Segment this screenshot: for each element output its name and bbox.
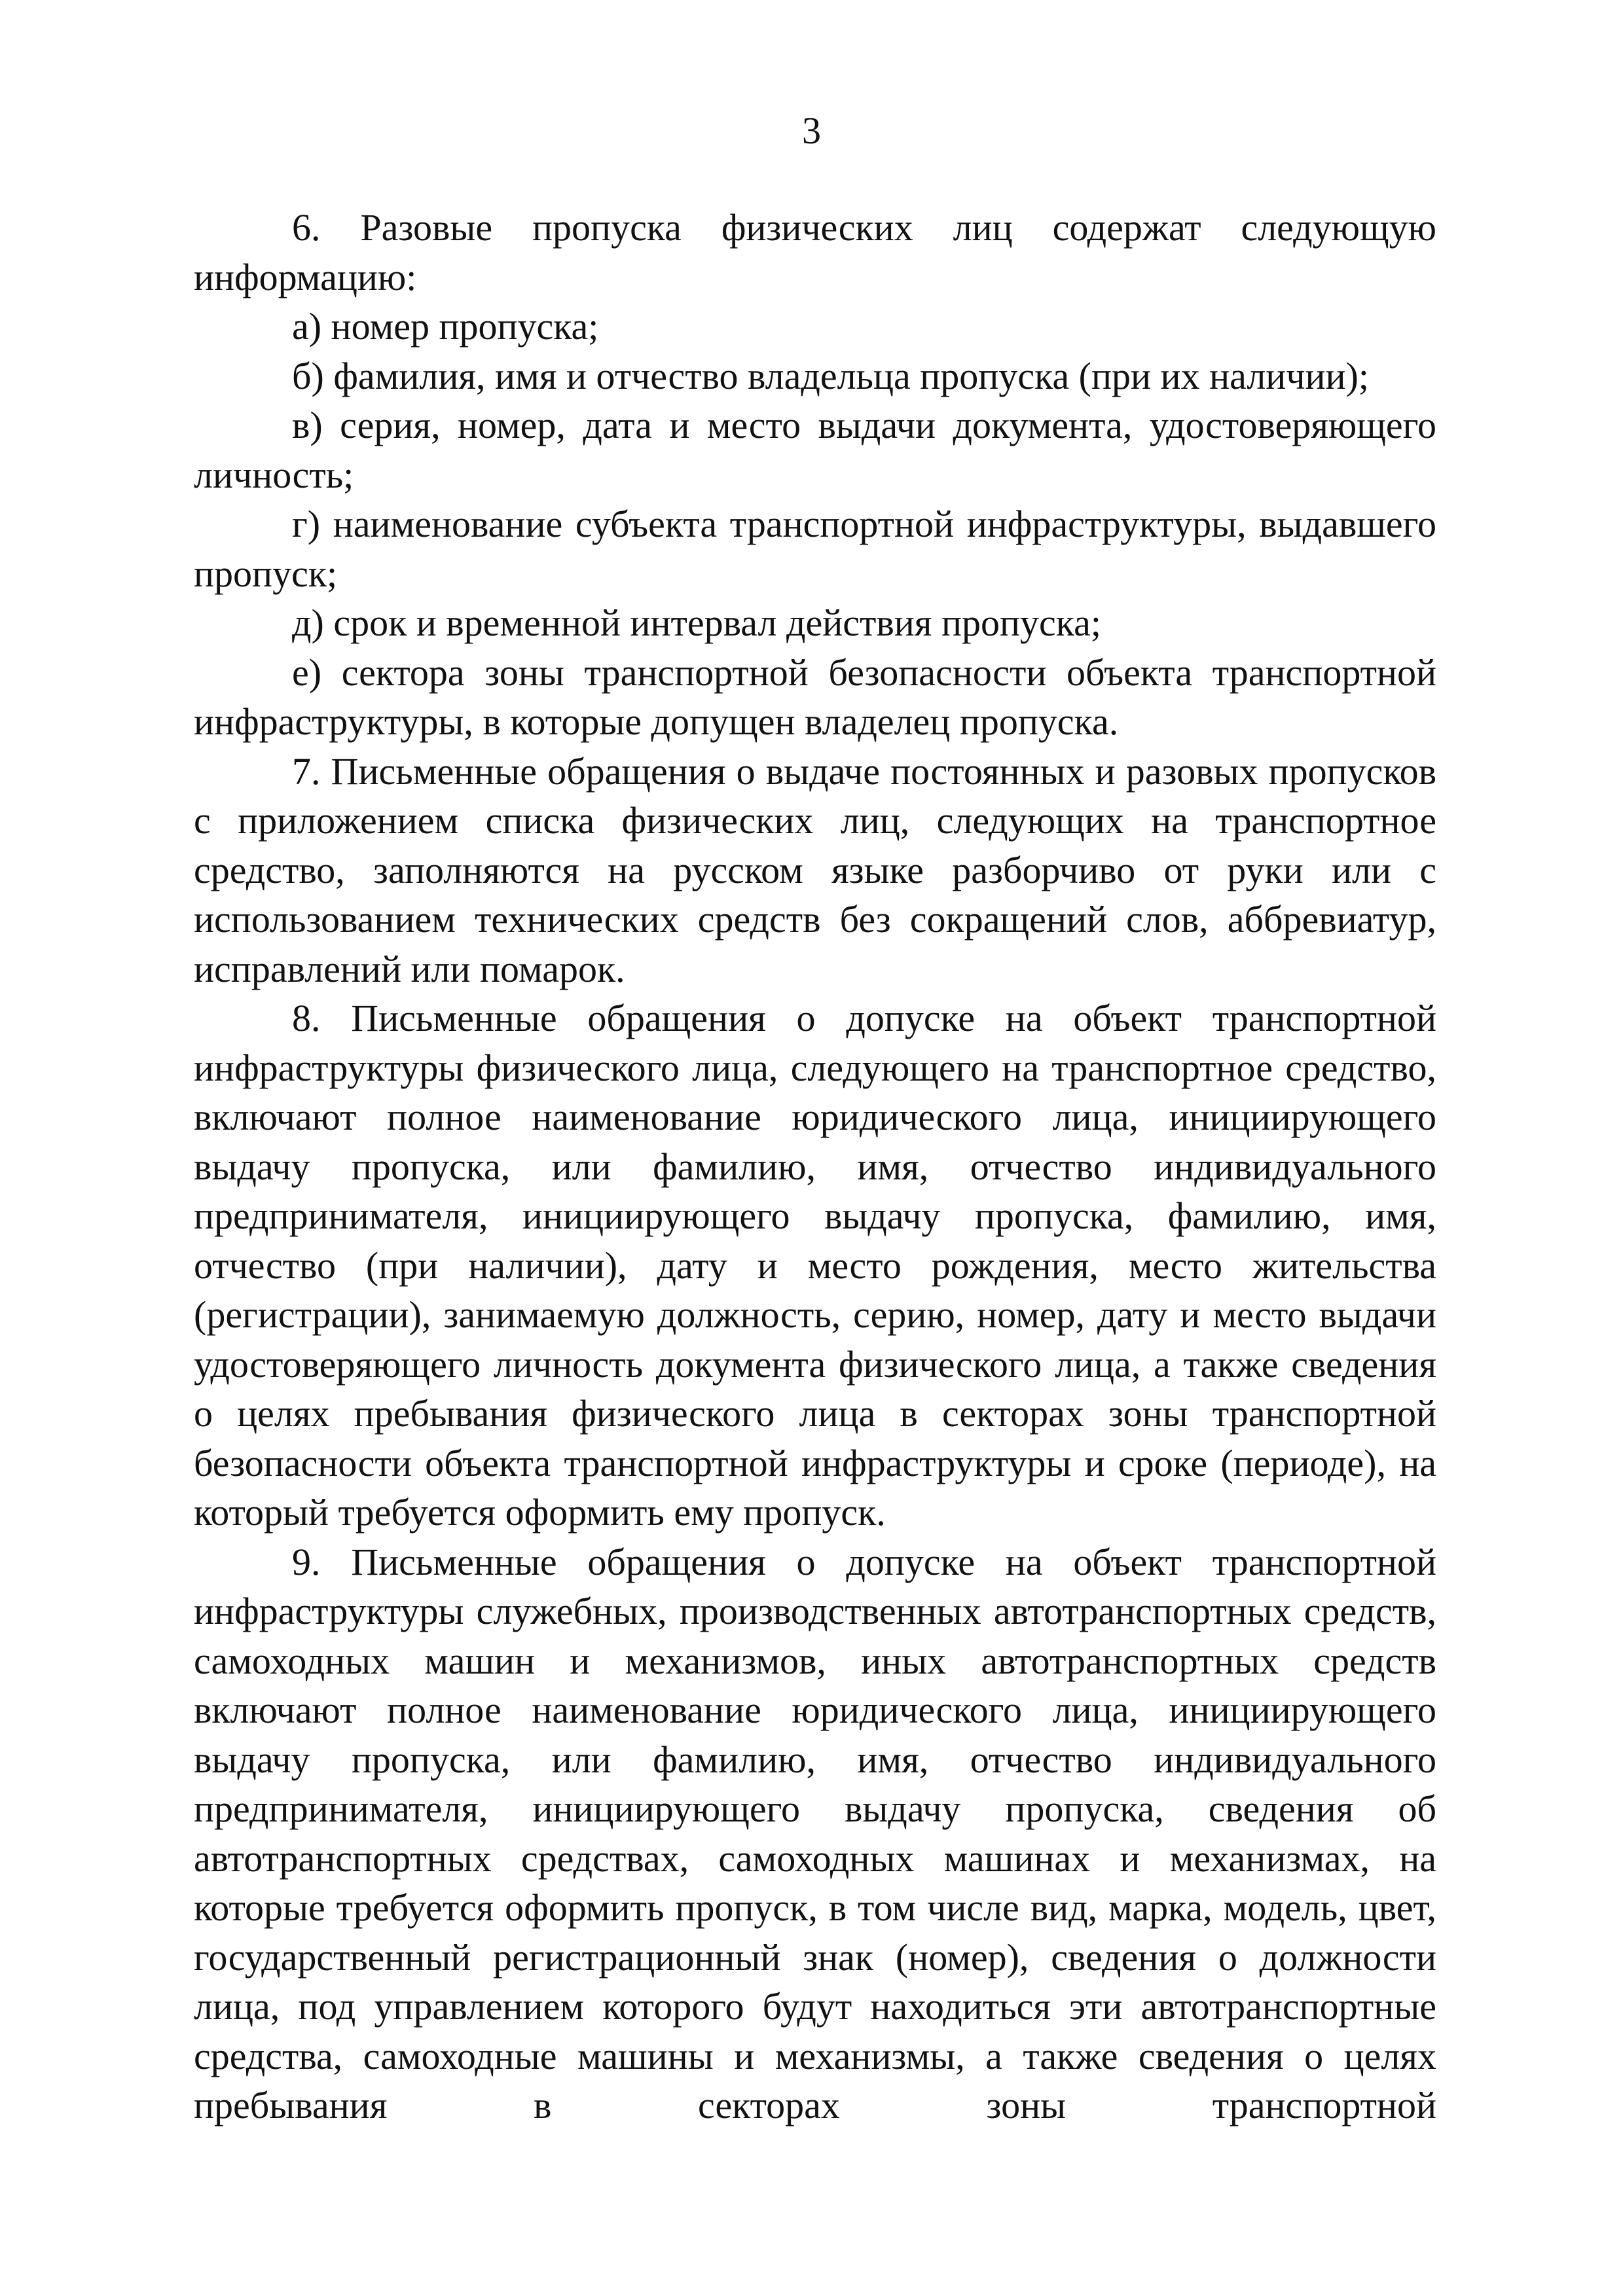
paragraph-6: 6. Разовые пропуска физических лиц содержат следующую информацию: [194, 206, 1436, 298]
list-item-e: е) сектора зоны транспортной безопасности объекта транспортной инфраструктуры, в которые допущен владелец пропуска. [194, 651, 1436, 743]
list-item-b: б) фамилия, имя и отчество владельца пропуска (при их наличии); [292, 354, 1370, 397]
list-item-g: г) наименование субъекта транспортной инфраструктуры, выдавшего пропуск; [194, 503, 1436, 595]
paragraph-8: 8. Письменные обращения о допуске на объект транспортной инфраструктуры физического лица, следующего на транспортное средство, включают полное наименование юридического лица, инициирующего выдачу пропуска, или фамилию, имя, отчество индивидуального предпринимателя, инициирующего выдачу пропуска, фамилию, имя, отчество (при наличии), дату и место рождения, место жительства (регистрации), занимаемую должность, серию, номер, дату и место выдачи удостоверяющего личность документа физического лица, а также сведения о целях пребывания физического лица в секторах зоны транспортной безопасности объекта транспортной инфраструктуры и сроке (периоде), на который требуется оформить ему пропуск. [194, 997, 1436, 1534]
list-item-d: д) срок и временной интервал действия пропуска; [292, 601, 1101, 644]
page-number: 3 [802, 109, 821, 152]
document-body [194, 203, 1436, 2130]
paragraph-7: 7. Письменные обращения о выдаче постоянных и разовых пропусков с приложением списка физических лиц, следующих на транспортное средство, заполняются на русском языке разборчиво от руки или с использованием технических средств без сокращений слов, аббревиатур, исправлений или помарок. [194, 749, 1436, 990]
paragraph-9: 9. Письменные обращения о допуске на объект транспортной инфраструктуры служебных, производственных автотранспортных средств, самоходных машин и механизмов, иных автотранспортных средств включают полное наименование юридического лица, инициирующего выдачу пропуска, или фамилию, имя, отчество индивидуального предпринимателя, инициирующего выдачу пропуска, сведения об автотранспортных средствах, самоходных машинах и механизмах, на которые требуется оформить пропуск, в том числе вид, марка, модель, цвет, государственный регистрационный знак (номер), сведения о должности лица, под управлением которого будут находиться эти автотранспортные средства, самоходные машины и механизмы, а также сведения о целях пребывания в секторах зоны транспортной [194, 1540, 1436, 2126]
list-item-a: а) номер пропуска; [292, 305, 599, 348]
list-item-v: в) серия, номер, дата и место выдачи документа, удостоверяющего личность; [194, 404, 1436, 496]
